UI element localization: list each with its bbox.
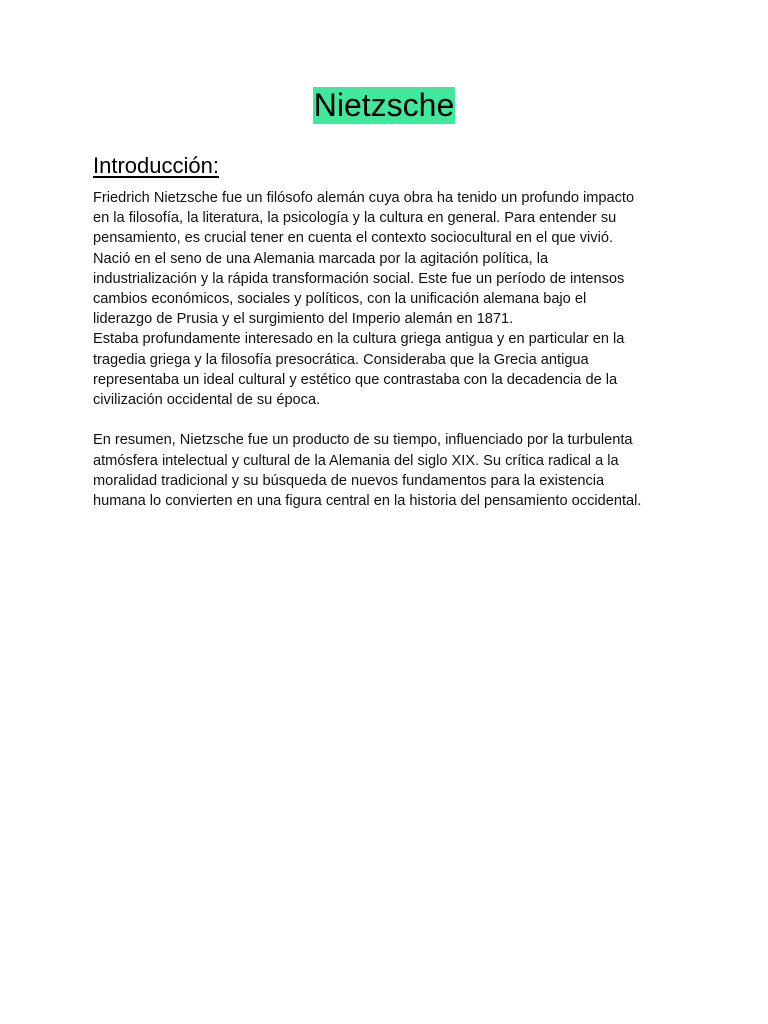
text-line: Nació en el seno de una Alemania marcada por la agitación política, la <box>93 250 549 267</box>
text-line: pensamiento, es crucial tener en cuenta el contexto sociocultural en el que vivió. <box>93 230 614 247</box>
text-line: Estaba profundamente interesado en la cultura griega antigua y en particular en la <box>93 331 625 348</box>
text-line: liderazgo de Prusia y el surgimiento del Imperio alemán en 1871. <box>93 311 514 328</box>
text-line: cambios económicos, sociales y políticos, con la unificación alemana bajo el <box>93 291 587 308</box>
section-heading-introduccion: Introducción: <box>93 153 219 178</box>
paragraph-spacer <box>93 410 693 430</box>
text-line: atmósfera intelectual y cultural de la Alemania del siglo XIX. Su crítica radical a la <box>93 452 619 469</box>
body-text <box>93 188 693 511</box>
text-line: tragedia griega y la filosofía presocrática. Consideraba que la Grecia antigua <box>93 351 589 368</box>
title-container <box>0 87 768 124</box>
text-line: en la filosofía, la literatura, la psicología y la cultura en general. Para entender su <box>93 210 617 227</box>
paragraph-1 <box>93 188 693 329</box>
text-line: civilización occidental de su época. <box>93 392 321 409</box>
paragraph-3 <box>93 430 693 511</box>
page-title: Nietzsche <box>313 87 455 123</box>
text-line: Friedrich Nietzsche fue un filósofo alemán cuya obra ha tenido un profundo impacto <box>93 190 635 206</box>
text-line: representaba un ideal cultural y estético que contrastaba con la decadencia de la <box>93 371 618 388</box>
paragraph-2 <box>93 329 693 410</box>
text-line: moralidad tradicional y su búsqueda de nuevos fundamentos para la existencia <box>93 472 605 489</box>
text-line: humana lo convierten en una figura central en la historia del pensamiento occidental. <box>93 493 642 510</box>
text-line: En resumen, Nietzsche fue un producto de su tiempo, influenciado por la turbulenta <box>93 432 633 449</box>
text-line: industrialización y la rápida transformación social. Este fue un período de intensos <box>93 270 625 287</box>
